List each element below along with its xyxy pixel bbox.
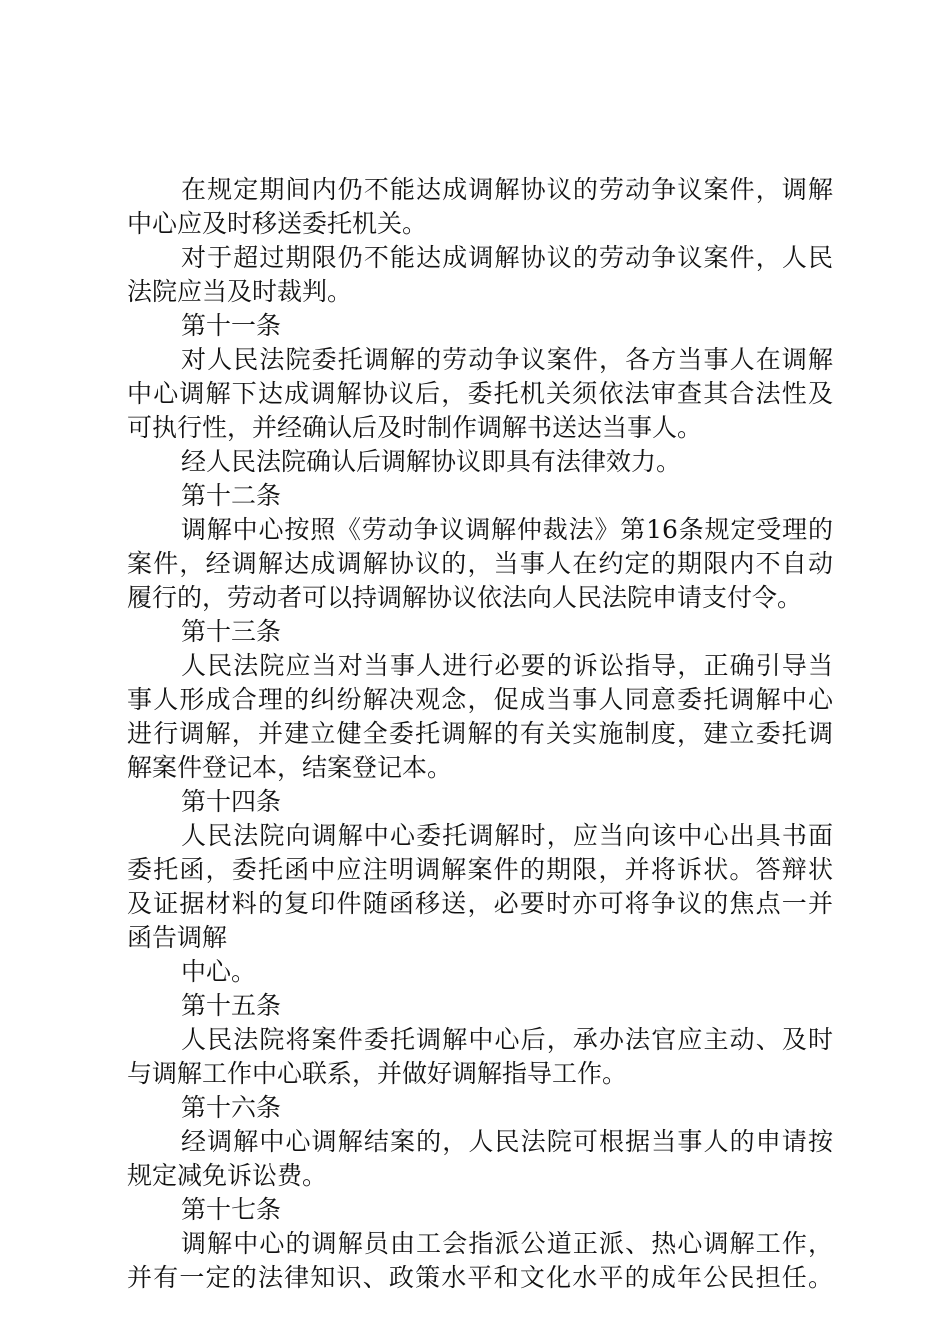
paragraph-line: 委托函，委托函中应注明调解案件的期限，并将诉状。答辩状 — [127, 855, 833, 884]
article-heading: 第十四条 — [181, 787, 282, 816]
paragraph-line: 中心。 — [181, 957, 257, 986]
paragraph-line: 进行调解，并建立健全委托调解的有关实施制度，建立委托调 — [127, 719, 833, 748]
paragraph-line: 事人形成合理的纠纷解决观念，促成当事人同意委托调解中心 — [127, 685, 833, 714]
paragraph-line: 中心调解下达成调解协议后，委托机关须依法审查其合法性及 — [127, 379, 833, 408]
paragraph-line: 对于超过期限仍不能达成调解协议的劳动争议案件，人民 — [181, 243, 833, 272]
paragraph-line: 函告调解 — [127, 923, 228, 952]
paragraph-line: 人民法院向调解中心委托调解时，应当向该中心出具书面 — [181, 821, 833, 850]
paragraph-line: 履行的，劳动者可以持调解协议依法向人民法院申请支付令。 — [127, 583, 803, 612]
paragraph-line: 调解中心按照《劳动争议调解仲裁法》第16条规定受理的 — [181, 515, 833, 544]
paragraph-line: 规定减免诉讼费。 — [127, 1161, 328, 1190]
paragraph-line: 在规定期间内仍不能达成调解协议的劳动争议案件，调解 — [181, 175, 833, 204]
paragraph-line: 及证据材料的复印件随函移送，必要时亦可将争议的焦点一并 — [127, 889, 833, 918]
paragraph-line: 解案件登记本，结案登记本。 — [127, 753, 453, 782]
paragraph-line: 法院应当及时裁判。 — [127, 277, 353, 306]
paragraph-line: 经调解中心调解结案的，人民法院可根据当事人的申请按 — [181, 1127, 833, 1156]
paragraph-line: 案件，经调解达成调解协议的，当事人在约定的期限内不自动 — [127, 549, 833, 578]
paragraph-line: 中心应及时移送委托机关。 — [127, 209, 428, 238]
article-heading: 第十一条 — [181, 311, 282, 340]
paragraph-line: 调解中心的调解员由工会指派公道正派、热心调解工作， — [181, 1229, 833, 1258]
paragraph-line: 可执行性，并经确认后及时制作调解书送达当事人。 — [127, 413, 703, 442]
article-heading: 第十六条 — [181, 1093, 282, 1122]
paragraph-line: 并有一定的法律知识、政策水平和文化水平的成年公民担任。 — [127, 1263, 833, 1292]
article-heading: 第十五条 — [181, 991, 282, 1020]
article-heading: 第十三条 — [181, 617, 282, 646]
article-heading: 第十二条 — [181, 481, 282, 510]
paragraph-line: 人民法院将案件委托调解中心后，承办法官应主动、及时 — [181, 1025, 833, 1054]
article-heading: 第十七条 — [181, 1195, 282, 1224]
paragraph-line: 对人民法院委托调解的劳动争议案件，各方当事人在调解 — [181, 345, 833, 374]
paragraph-line: 与调解工作中心联系，并做好调解指导工作。 — [127, 1059, 628, 1088]
paragraph-line: 经人民法院确认后调解协议即具有法律效力。 — [181, 447, 682, 476]
paragraph-line: 人民法院应当对当事人进行必要的诉讼指导，正确引导当 — [181, 651, 833, 680]
document-body — [127, 173, 833, 1295]
